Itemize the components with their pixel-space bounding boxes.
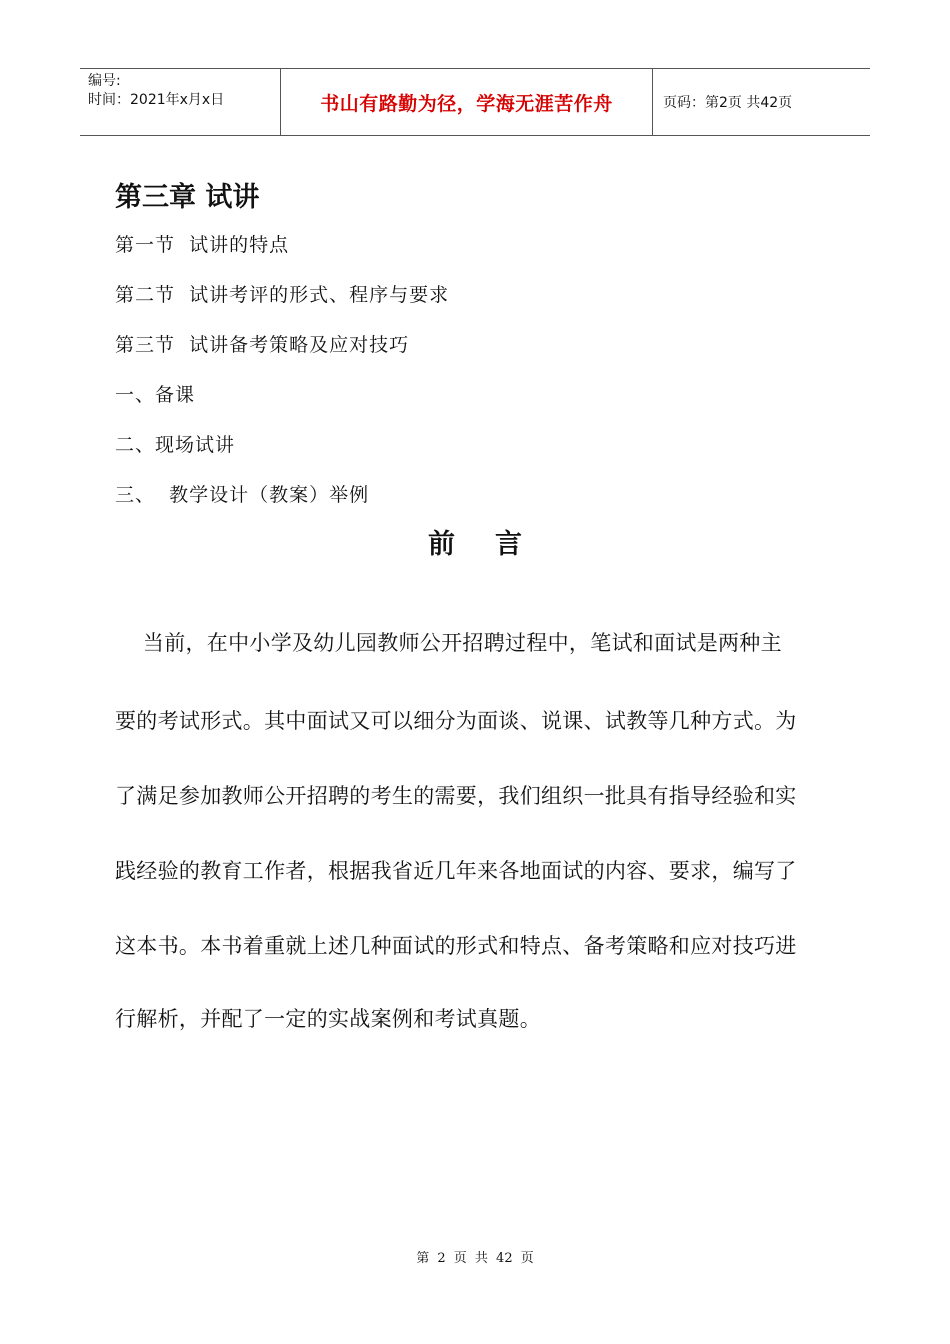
- paragraph-line: 了满足参加教师公开招聘的考生的需要，我们组织一批具有指导经验和实: [115, 784, 797, 808]
- toc-item: 三、 教学设计（教案）举例: [115, 484, 370, 506]
- page-label: 页码：第2页 共42页: [663, 95, 793, 111]
- page-footer: 第 2 页 共 42 页: [416, 1251, 534, 1266]
- page-header: [80, 68, 870, 136]
- paragraph-line: 行解析，并配了一定的实战案例和考试真题。: [115, 1007, 541, 1031]
- header-page-cell: [653, 69, 870, 135]
- toc-item: 一、备课: [115, 384, 196, 406]
- paragraph-line: 这本书。本书着重就上述几种面试的形式和特点、备考策略和应对技巧进: [115, 934, 797, 958]
- foreword-title: 前言: [428, 529, 562, 560]
- paragraph-line: 践经验的教育工作者，根据我省近几年来各地面试的内容、要求，编写了: [115, 859, 797, 883]
- chapter-title: 第三章 试讲: [115, 182, 260, 213]
- toc-item: 第二节 试讲考评的形式、程序与要求: [115, 284, 450, 306]
- paragraph-line: 当前，在中小学及幼儿园教师公开招聘过程中，笔试和面试是两种主: [115, 631, 782, 655]
- motto-text: 书山有路勤为径，学海无涯苦作舟: [320, 92, 613, 115]
- header-motto-cell: [281, 69, 653, 135]
- time-label: 时间：2021年x月x日: [88, 92, 225, 108]
- toc-item: 第三节 试讲备考策略及应对技巧: [115, 334, 410, 356]
- toc-item: 二、现场试讲: [115, 434, 236, 456]
- code-label: 编号:: [88, 73, 121, 89]
- toc-item: 第一节 试讲的特点: [115, 234, 290, 256]
- paragraph-line: 要的考试形式。其中面试又可以细分为面谈、说课、试教等几种方式。为: [115, 709, 797, 733]
- header-left-cell: [80, 69, 281, 135]
